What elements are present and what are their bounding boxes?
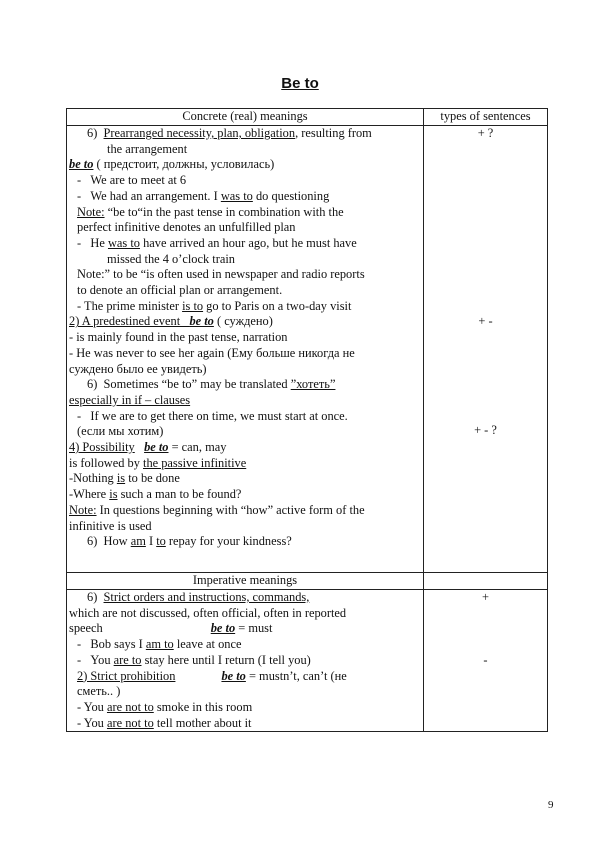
text-line: infinitive is used xyxy=(69,518,152,533)
text-line: Note: In questions beginning with “how” active form of the xyxy=(69,502,365,517)
text-line: perfect infinitive denotes an unfulfilled plan xyxy=(77,220,296,235)
be-to-table xyxy=(66,108,548,732)
text-line: - is mainly found in the past tense, narration xyxy=(69,330,288,345)
text-line: суждено было ее увидеть) xyxy=(69,361,207,376)
section2-header: Imperative meanings xyxy=(67,572,424,589)
text-line: 6) Strict orders and instructions, commands, xyxy=(87,589,310,604)
text-line: to denote an official plan or arrangement. xyxy=(77,283,283,298)
text-line: -Nothing is to be done xyxy=(69,471,180,486)
text-line: Note: “be to“in the past tense in combination with the xyxy=(77,204,344,219)
text-line: be to ( предстоит, должны, условилась) xyxy=(69,157,275,172)
text-line: 4) Possibility be to = can, may xyxy=(69,440,227,455)
type-label: + - ? xyxy=(474,423,497,438)
text-line: сметь.. ) xyxy=(77,684,121,699)
text-line: missed the 4 o’clock train xyxy=(107,251,236,266)
text-line: Note:” to be “is often used in newspaper and radio reports xyxy=(77,267,365,282)
text-line: (если мы хотим) xyxy=(77,424,164,439)
type-label: + ? xyxy=(477,126,494,140)
text-line: 6) Prearranged necessity, plan, obligation, resulting from xyxy=(87,126,372,140)
text-line: - You are to stay here until I return (I tell you) xyxy=(77,652,311,667)
text-line: - We had an arrangement. I was to do questioning xyxy=(77,188,330,203)
text-line: - He was never to see her again (Ему больше никогда не xyxy=(69,345,355,360)
text-line: speech be to = must xyxy=(69,621,273,636)
text-line: -Where is such a man to be found? xyxy=(69,487,242,502)
type-label: + xyxy=(482,589,489,604)
text-line: - You are not to tell mother about it xyxy=(77,715,252,730)
concrete-meanings-cell xyxy=(67,126,424,573)
type-label: + - xyxy=(478,313,493,328)
text-line: 2) A predestined event be to ( суждено) xyxy=(69,314,273,329)
text-line: 2) Strict prohibition be to = mustn’t, can’t (не xyxy=(77,668,347,683)
text-line: - The prime minister is to go to Paris on a two-day visit xyxy=(77,298,352,313)
page-number: 9 xyxy=(548,799,554,811)
imperative-types-cell xyxy=(424,589,548,731)
text-line: - You are not to smoke in this room xyxy=(77,699,253,714)
text-line: which are not discussed, often official, often in reported xyxy=(69,605,347,620)
text-line: - Bob says I am to leave at once xyxy=(77,637,242,652)
text-line: especially in if – clauses xyxy=(69,392,191,407)
col2-header: types of sentences xyxy=(424,109,548,126)
imperative-meanings-cell xyxy=(67,589,424,731)
page-title: Be to xyxy=(281,75,319,92)
text-line: is followed by the passive infinitive xyxy=(69,455,247,470)
type-label: - xyxy=(483,652,488,667)
text-line: - He was to have arrived an hour ago, but he must have xyxy=(77,235,357,250)
text-line: - If we are to get there on time, we must start at once. xyxy=(77,408,348,423)
text-line: 6) How am I to repay for your kindness? xyxy=(87,534,292,549)
text-line: the arrangement xyxy=(107,141,188,156)
text-line: 6) Sometimes “be to” may be translated ”хотеть” xyxy=(87,377,336,392)
concrete-types-cell xyxy=(424,126,548,573)
col1-header: Concrete (real) meanings xyxy=(67,109,424,126)
text-line: - We are to meet at 6 xyxy=(77,173,187,188)
